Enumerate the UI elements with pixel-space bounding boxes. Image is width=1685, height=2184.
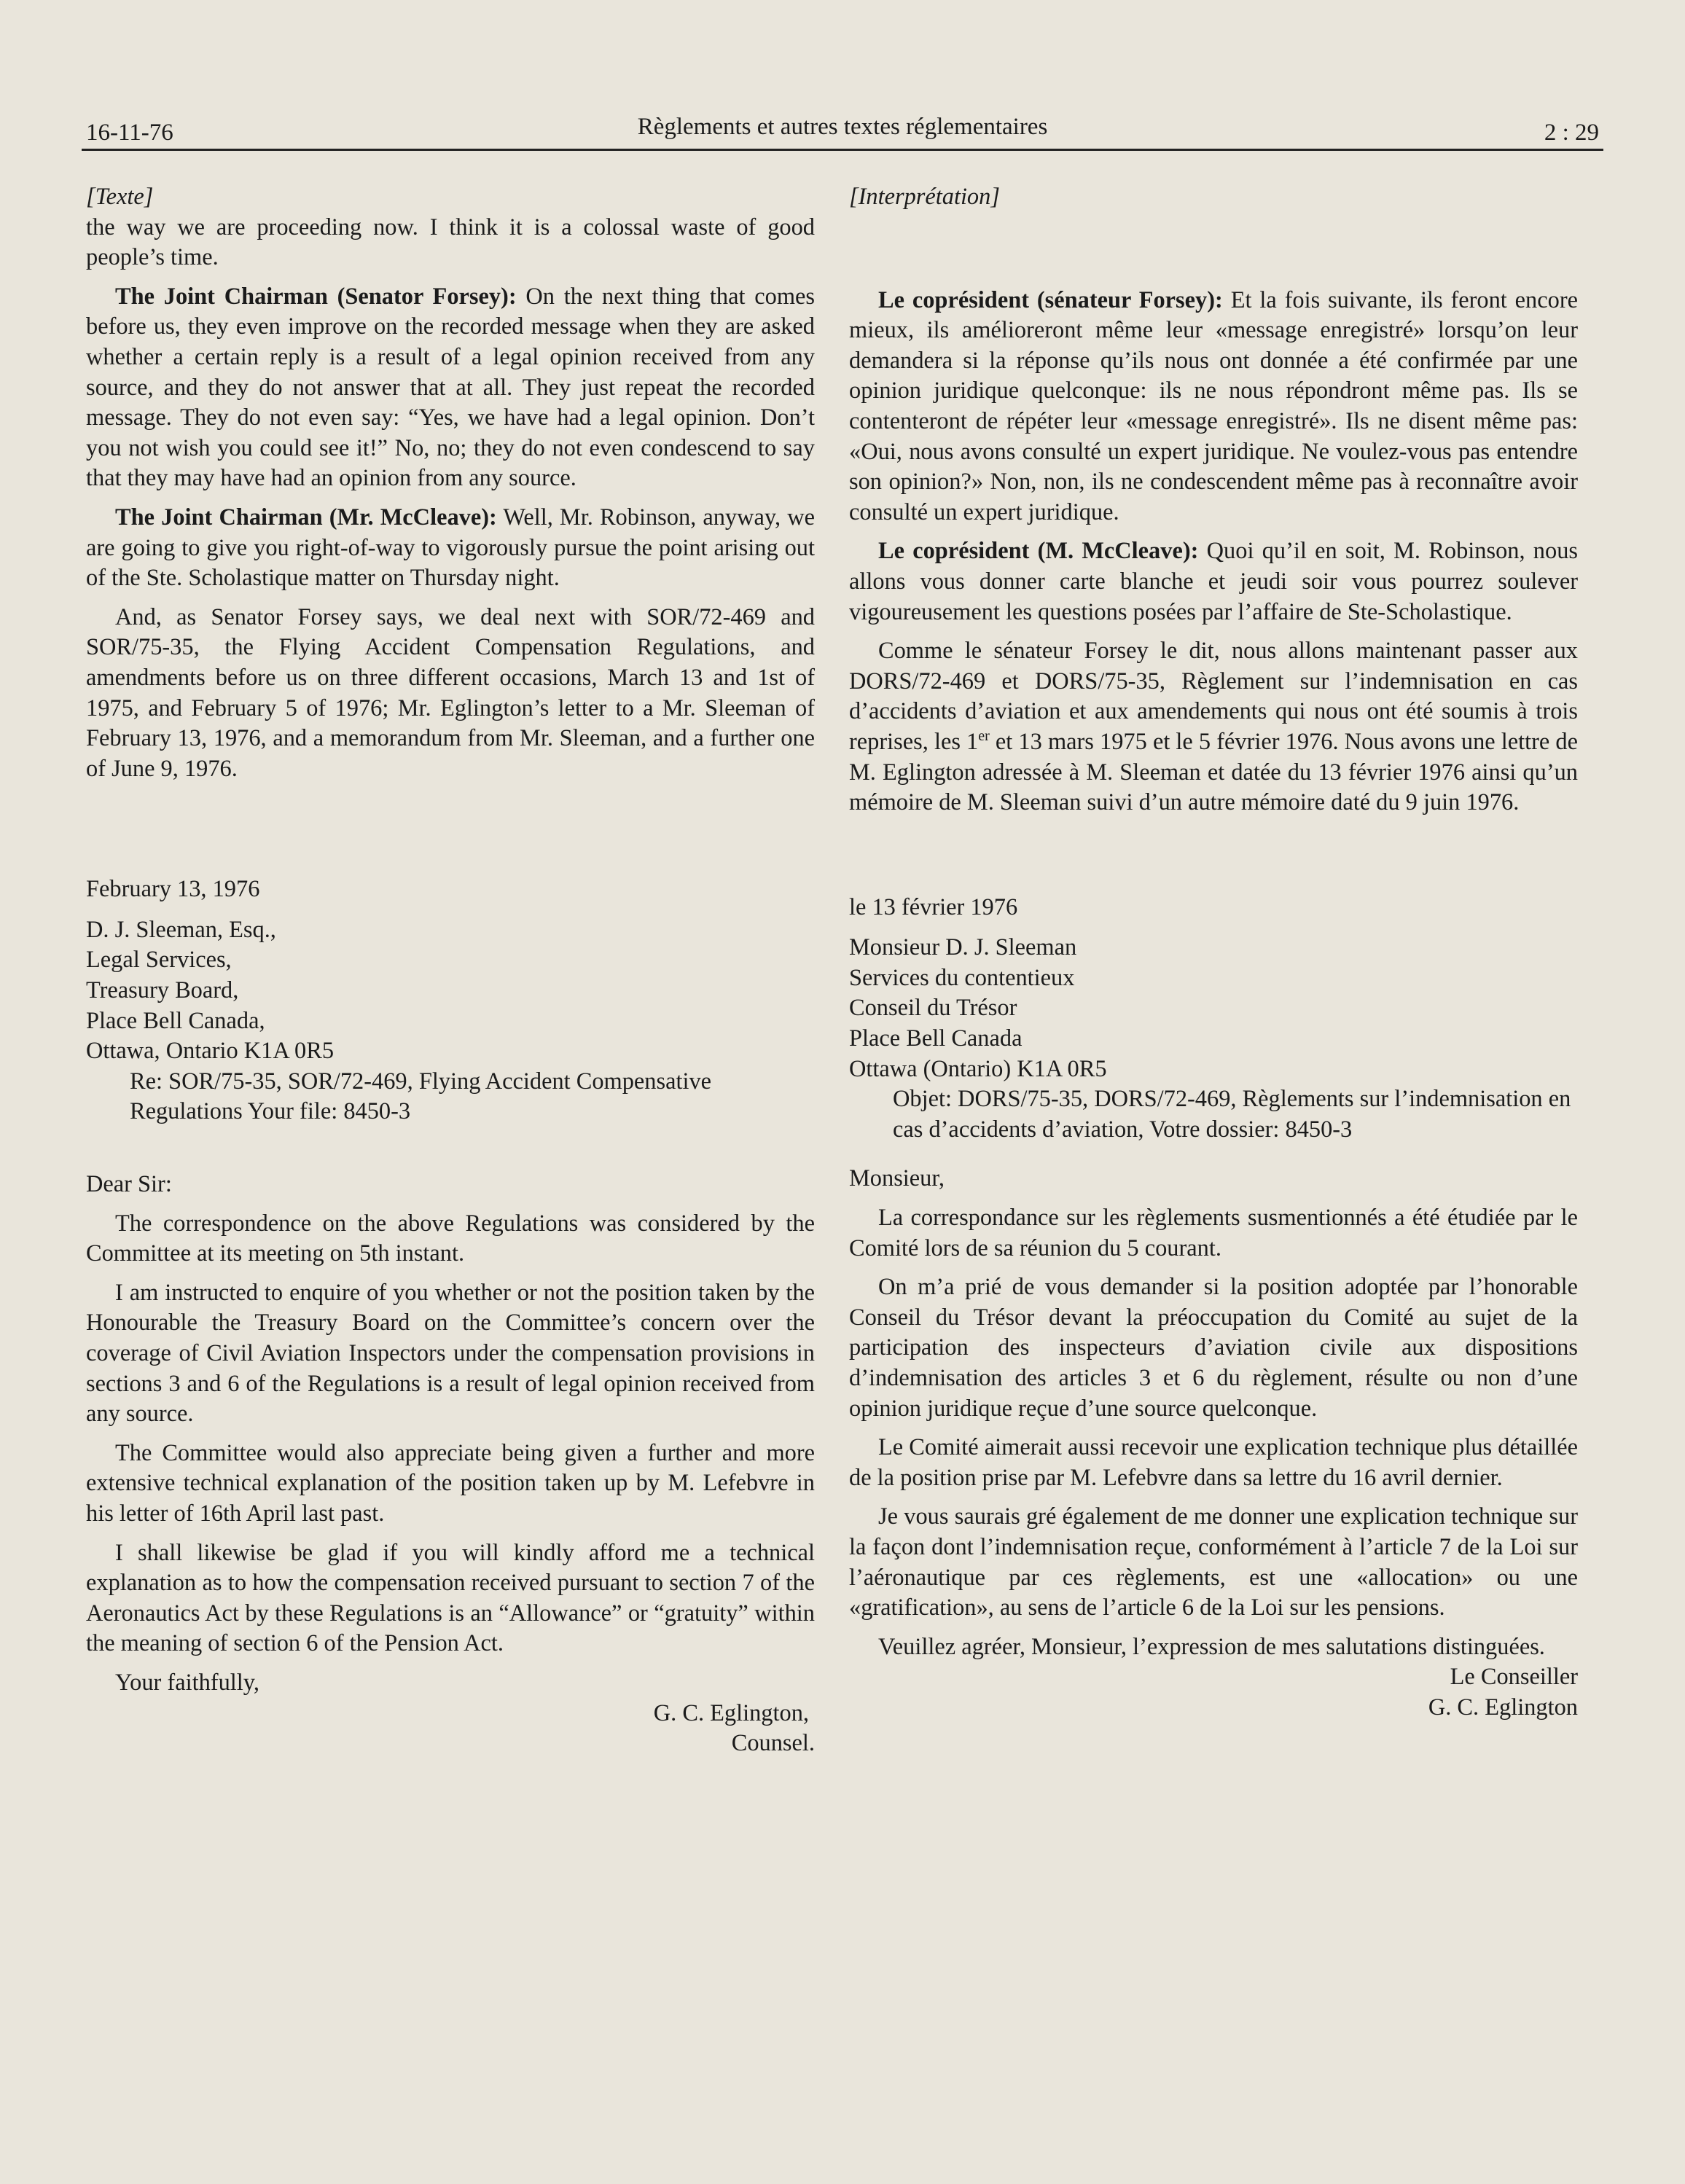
header-rule (82, 149, 1603, 151)
speech-text: Quoi qu’il en soit, M. Robinson, nous allons vous donner carte blanche et jeudi soir vous pourrez soulever vigoureusement les questions posées par l’affaire de Ste-Scholastique. (849, 538, 1579, 625)
paragraph-mccleave (849, 536, 1578, 627)
signature-title: Counsel. (731, 1730, 815, 1757)
page-header (82, 109, 1603, 153)
speech-text: Well, Mr. Robinson, anyway, we are going to give you right-of-way to vigorously pursue the point arising out of the Ste. Scholastique matter on Thursday night. (86, 504, 815, 592)
signature-name: G. C. Eglington, (653, 1699, 809, 1726)
address-line: Place Bell Canada, (86, 1007, 265, 1034)
header-page-number: 2 : 29 (1544, 120, 1599, 146)
signature-name: G. C. Eglington (1428, 1694, 1578, 1721)
letter-subject: Re: SOR/75-35, SOR/72-469, Flying Accident Compensative Regulations Your file: 8450-3 (130, 1068, 712, 1125)
letter-subject: Objet: DORS/75-35, DORS/72-469, Règlements sur l’indemnisation en cas d’accidents d’aviation, Votre dossier: 8450-3 (893, 1086, 1571, 1143)
letter-paragraph: The Committee would also appreciate being given a further and more extensive technical explanation of the position taken up by M. Lefebvre in his letter of 16th April last past. (86, 1439, 815, 1527)
address-line: Monsieur D. J. Sleeman (849, 934, 1077, 961)
paragraph-mccleave (86, 503, 815, 594)
signature-title: Le Conseiller (1450, 1664, 1578, 1691)
speech-text: Et la fois suivante, ils feront encore mieux, ils amélioreront même leur «message enregistré» lorsqu’on leur demandera si la réponse qu’ils nous ont donnée a été confirmée par une opinion juridique quelconque: ils ne nous répondront même pas. Ils se contenteront de répéter leur «message enregistré». Ils ne disent même pas: «Oui, nous avons consulté un expert juridique. Ne voulez-vous pas entendre son opinion?» Non, non, ils ne condescendent même pas à reconnaître avoir consulté un expert juridique. (849, 286, 1578, 525)
header-date: 16-11-76 (86, 120, 173, 146)
french-column (849, 182, 1578, 1723)
letter-date: le 13 février 1976 (849, 893, 1018, 920)
address-line: Legal Services, (86, 947, 232, 974)
text-label: [Texte] (86, 184, 154, 210)
speaker-name: Le coprésident (sénateur Forsey): (878, 286, 1223, 313)
letter-address (849, 933, 1578, 1084)
paragraph-forsey (86, 282, 815, 494)
english-column (86, 182, 815, 1759)
paragraph-regulations: And, as Senator Forsey says, we deal next with SOR/72-469 and SOR/75-35, the Flying Accident Compensation Regulations, and amendments before us on three different occasions, March 13 and 1st of 1975, and February 5 of 1976; Mr. Eglington’s letter to a Mr. Sleeman of February 13, 1976, and a memorandum from Mr. Sleeman, and a further one of June 9, 1976. (86, 603, 815, 782)
letter-salutation: Monsieur, (849, 1165, 945, 1192)
letter-paragraph: Le Comité aimerait aussi recevoir une explication technique plus détaillée de la position prise par M. Lefebvre dans sa lettre du 16 avril dernier. (849, 1434, 1578, 1491)
speaker-name: The Joint Chairman (Mr. McCleave): (115, 504, 497, 531)
letter-paragraph: I shall likewise be glad if you will kindly afford me a technical explanation as to how the compensation received pursuant to section 7 of the Aeronautics Act by these Regulations is an “Allowance” or “gratuity” within the meaning of section 6 of the Pension Act. (86, 1539, 815, 1657)
speaker-name: Le coprésident (M. McCleave): (878, 538, 1199, 565)
address-line: Place Bell Canada (849, 1025, 1023, 1052)
speech-text: On the next thing that comes before us, they even improve on the recorded message when they are asked whether a certain reply is a result of a legal opinion received from any source, and they do not answer that at all. They just repeat the recorded message. They do not even say: “Yes, we have had a legal opinion. Don’t you not wish you could see it!” No, no; they do not even condescend to say that they may have had an opinion from any source. (86, 283, 815, 492)
letter-paragraph: Je vous saurais gré également de me donner une explication technique sur la façon dont l’indemnisation reçue, conformément à l’article 7 de la Loi sur l’aéronautique par ces règlements, est une «allocation» ou une «gratification», au sens de l’article 6 de la Loi sur les pensions. (849, 1503, 1578, 1621)
paragraph-forsey (849, 286, 1578, 528)
letter-paragraph: I am instructed to enquire of you whether or not the position taken by the Honourable the Treasury Board on the Committee’s concern over the coverage of Civil Aviation Inspectors under the compensation provisions in sections 3 and 6 of the Regulations is a result of legal opinion received from any source. (86, 1279, 815, 1428)
letter-salutation: Dear Sir: (86, 1171, 172, 1198)
letter-date: February 13, 1976 (86, 876, 260, 903)
paragraph-regulations: Comme le sénateur Forsey le dit, nous allons maintenant passer aux DORS/72-469 et DORS/75-35, Règlement sur l’indemnisation en cas d’accidents d’aviation et aux amendements qui nous ont été soumis à trois reprises, les 1er et 13 mars 1975 et le 5 février 1976. Nous avons une lettre de M. Eglington adressée à M. Sleeman et datée du 13 février 1976 ainsi qu’un mémoire de M. Sleeman suivi d’un autre mémoire daté du 9 juin 1976. (849, 638, 1579, 816)
paragraph-continuation: the way we are proceeding now. I think it is a colossal waste of good people’s time. (86, 214, 815, 271)
letter-closing: Veuillez agréer, Monsieur, l’expression de mes salutations distinguées. (878, 1633, 1545, 1660)
letter-paragraph: On m’a prié de vous demander si la position adoptée par l’honorable Conseil du Trésor devant la préoccupation du Comité au sujet de la participation des inspecteurs d’aviation civile aux dispositions d’indemnisation des articles 3 et 6 du règlement, résulte ou non d’une opinion juridique reçue d’une source quelconque. (849, 1274, 1578, 1422)
speaker-name: The Joint Chairman (Senator Forsey): (115, 283, 517, 310)
address-line: Ottawa, Ontario K1A 0R5 (86, 1038, 335, 1065)
letter-paragraph: La correspondance sur les règlements susmentionnés a été étudiée par le Comité lors de sa réunion du 5 courant. (849, 1205, 1578, 1261)
letter-paragraph: The correspondence on the above Regulations was considered by the Committee at its meeting on 5th instant. (86, 1210, 815, 1267)
letter-closing: Your faithfully, (115, 1669, 259, 1696)
address-line: D. J. Sleeman, Esq., (86, 916, 276, 943)
letter-address (86, 915, 815, 1067)
address-line: Conseil du Trésor (849, 995, 1017, 1022)
address-line: Treasury Board, (86, 977, 239, 1004)
address-line: Ottawa (Ontario) K1A 0R5 (849, 1055, 1107, 1082)
interpretation-label: [Interprétation] (849, 184, 1000, 210)
header-title: Règlements et autres textes réglementaires (637, 114, 1048, 140)
address-line: Services du contentieux (849, 964, 1075, 991)
